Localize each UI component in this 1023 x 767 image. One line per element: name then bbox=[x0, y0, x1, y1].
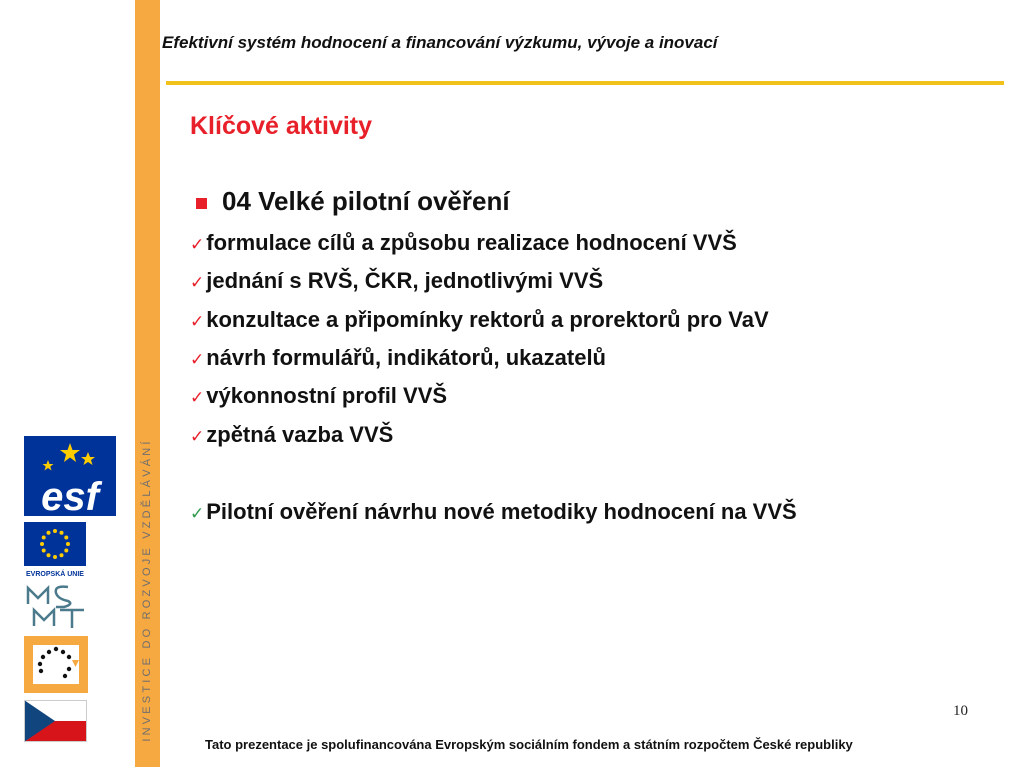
checkmark-icon: ✓ bbox=[190, 427, 205, 447]
checkmark-icon: ✓ bbox=[190, 235, 205, 255]
header-divider bbox=[166, 81, 1004, 85]
checkmark-icon: ✓ bbox=[190, 388, 205, 408]
list-item-text: výkonnostní profil VVŠ bbox=[206, 383, 448, 408]
list-item-text: Pilotní ověření návrhu nové metodiky hodnocení na VVŠ bbox=[206, 499, 797, 524]
list-item bbox=[190, 307, 769, 333]
list-item-text: zpětná vazba VVŠ bbox=[206, 422, 394, 447]
checkmark-icon: ✓ bbox=[190, 504, 205, 524]
svg-text:EVROPSKÁ UNIE: EVROPSKÁ UNIE bbox=[26, 571, 84, 578]
msmt-logo bbox=[24, 582, 88, 630]
vertical-side-text: INVESTICE DO ROZVOJE VZDĚLÁVÁNÍ bbox=[141, 438, 153, 742]
operational-programme-logo bbox=[24, 636, 88, 693]
final-list-item bbox=[190, 499, 797, 525]
svg-text:esf: esf bbox=[41, 475, 99, 516]
list-item-text: návrh formulářů, indikátorů, ukazatelů bbox=[206, 345, 606, 370]
checkmark-icon: ✓ bbox=[190, 350, 205, 370]
esf-logo bbox=[24, 436, 116, 516]
section-title: Klíčové aktivity bbox=[190, 112, 373, 140]
checkmark-icon: ✓ bbox=[190, 273, 205, 293]
list-item-text: jednání s RVŠ, ČKR, jednotlivými VVŠ bbox=[206, 268, 604, 293]
subtitle: 04 Velké pilotní ověření bbox=[222, 186, 510, 216]
presentation-title: Efektivní systém hodnocení a financování výzkumu, vývoje a inovací bbox=[162, 33, 718, 52]
list-item-text: konzultace a připomínky rektorů a prorektorů pro VaV bbox=[206, 307, 769, 332]
list-item bbox=[190, 230, 737, 256]
list-item bbox=[190, 268, 603, 294]
list-item bbox=[190, 422, 393, 448]
page-number: 10 bbox=[953, 703, 968, 719]
list-item bbox=[190, 345, 606, 371]
list-item bbox=[190, 383, 447, 409]
checkmark-icon: ✓ bbox=[190, 312, 205, 332]
square-bullet-icon bbox=[196, 198, 207, 209]
list-item-text: formulace cílů a způsobu realizace hodnocení VVŠ bbox=[206, 230, 737, 255]
eu-flag-logo bbox=[24, 522, 86, 578]
footer-note: Tato prezentace je spolufinancována Evropským sociálním fondem a státním rozpočtem České republiky bbox=[205, 737, 853, 752]
czech-flag bbox=[24, 700, 87, 742]
